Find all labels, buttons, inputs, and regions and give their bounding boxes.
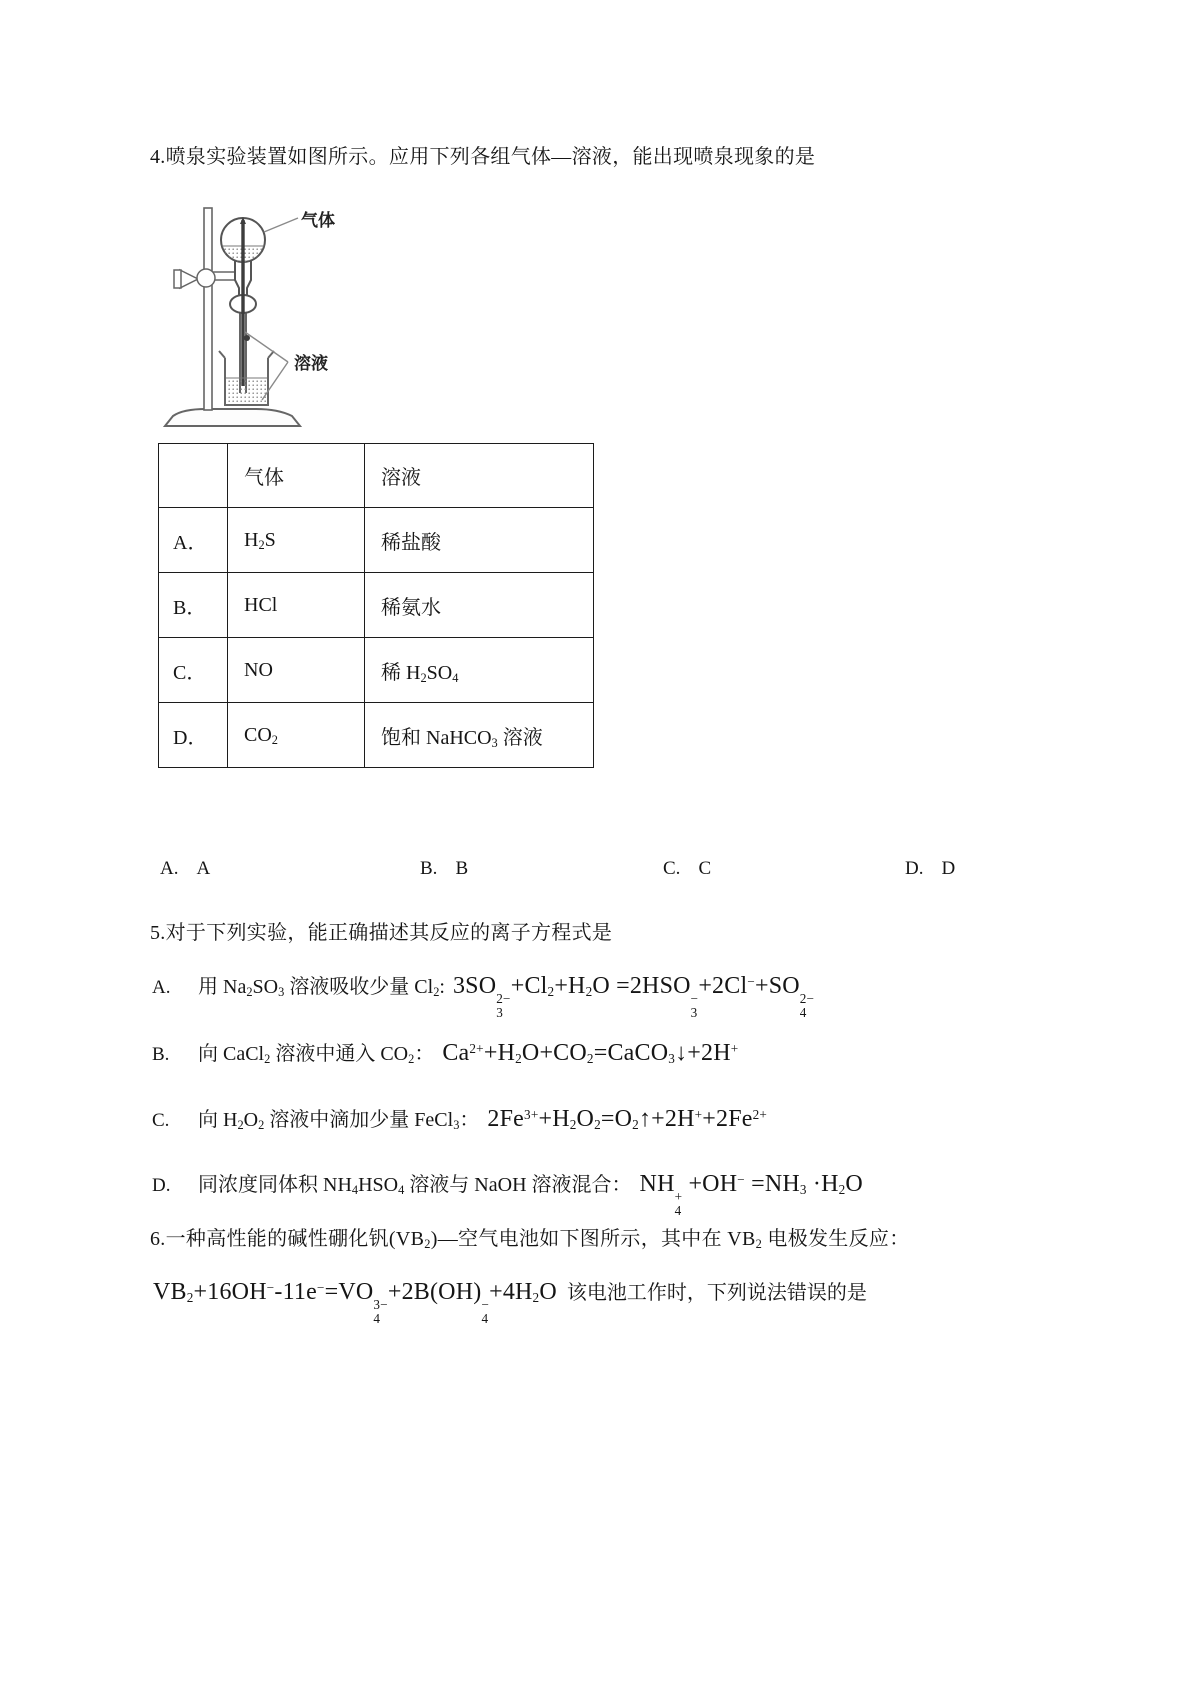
choice-c-key: C. — [663, 858, 681, 879]
q5-option-d-equation: NH + 4 $+OH^- =NH_3 \cdot H_2O$ — [639, 1171, 863, 1219]
q5-option-c-key: C. — [152, 1110, 170, 1131]
q5-option-c-equation: $2Fe^{3+}+H_2O_2=O_2↑+2H^++2Fe^{2+}$ — [487, 1106, 768, 1133]
q5-option-c-lead: 向 $H_2O_2$ 溶液中滴加少量 FeCl$_3$： — [198, 1109, 480, 1132]
liquid-drop — [244, 335, 250, 341]
q5-option-b — [152, 1037, 738, 1067]
choice-d-value: D — [941, 858, 956, 879]
header-gas-cell: 气体 — [228, 444, 365, 508]
question-6-title: 6.一种高性能的碱性硼化钒$(VB_2)—$空气电池如下图所示，其中在 $VB_2$ 电极发生反应： — [150, 1228, 910, 1251]
gas-solution-table — [158, 443, 594, 768]
clamp — [174, 269, 238, 288]
q5-option-b-equation: $Ca^{2+}+H_2O+CO_2=CaCO_3↓+2H^+$ — [442, 1040, 739, 1067]
q5-option-a — [152, 970, 814, 1021]
q4-choice-a — [160, 858, 210, 880]
q4-choice-b — [420, 858, 468, 880]
q5-option-b-key: B. — [152, 1044, 170, 1065]
choice-c-value: C — [698, 858, 712, 879]
q6-electrode-equation: $VB_2+16OH^--11e^-=VO$ 3− 4 +2B(OH) − 4 $+4H_2O$ — [153, 1279, 557, 1327]
q5-option-b-lead: 向 CaCl$_2$ 溶液中通入 $CO_2$： — [198, 1043, 435, 1066]
row-a-solution: 稀盐酸 — [365, 508, 594, 573]
q5-option-d-key: D. — [152, 1175, 171, 1196]
choice-b-value: B — [455, 858, 469, 879]
stand-rod — [204, 208, 212, 410]
row-d-gas: $CO_2$ — [228, 703, 365, 768]
choice-a-value: A — [196, 858, 211, 879]
question-4-title: 4.喷泉实验装置如图所示。应用下列各组气体—溶液，能出现喷泉现象的是 — [150, 146, 816, 168]
row-b-label: B． — [159, 573, 228, 638]
row-c-label: C． — [159, 638, 228, 703]
beaker-solution — [227, 378, 267, 404]
solution-label: 溶液 — [294, 354, 328, 373]
row-d-label: D． — [159, 703, 228, 768]
row-a-gas: $H_2S$ — [228, 508, 365, 573]
row-c-gas: NO — [228, 638, 365, 703]
q5-option-d — [152, 1168, 863, 1219]
table-row-b — [159, 573, 594, 638]
header-solution-cell: 溶液 — [365, 444, 594, 508]
choice-d-key: D. — [905, 858, 924, 879]
row-d-solution: 饱和 NaHCO$_3$ 溶液 — [365, 703, 594, 768]
choice-a-key: A. — [160, 858, 179, 879]
q4-choice-c — [663, 858, 711, 880]
row-b-solution: 稀氨水 — [365, 573, 594, 638]
stand-base — [165, 409, 300, 426]
row-c-solution: 稀 $H_2SO_4$ — [365, 638, 594, 703]
q5-option-c — [152, 1103, 767, 1133]
table-row-d — [159, 703, 594, 768]
question-5-title: 5.对于下列实验，能正确描述其反应的离子方程式是 — [150, 922, 613, 944]
q5-option-d-lead: 同浓度同体积 $NH_4HSO_4$ 溶液与 NaOH 溶液混合： — [198, 1174, 632, 1197]
gas-label: 气体 — [301, 211, 335, 230]
row-a-label: A． — [159, 508, 228, 573]
fountain-apparatus-diagram — [160, 188, 395, 436]
q5-option-a-key: A. — [152, 977, 171, 998]
table-header-row — [159, 444, 594, 508]
q5-option-a-lead: 用 $Na_2SO_3$ 溶液吸收少量 $Cl_2$: — [198, 976, 445, 999]
gas-pointer-line — [264, 218, 298, 232]
header-empty-cell — [159, 444, 228, 508]
choice-b-key: B. — [420, 858, 438, 879]
q6-tail-text: 该电池工作时，下列说法错误的是 — [566, 1282, 867, 1304]
q4-choice-d — [905, 858, 955, 880]
table-row-a — [159, 508, 594, 573]
row-b-gas: HCl — [228, 573, 365, 638]
table-row-c — [159, 638, 594, 703]
q5-option-a-equation: 3SO 2− 3 $+Cl_2+H_2O =2HSO$ − 3 +2Cl−+SO 2− 4 — [452, 973, 815, 1021]
q6-equation-line — [153, 1276, 867, 1327]
